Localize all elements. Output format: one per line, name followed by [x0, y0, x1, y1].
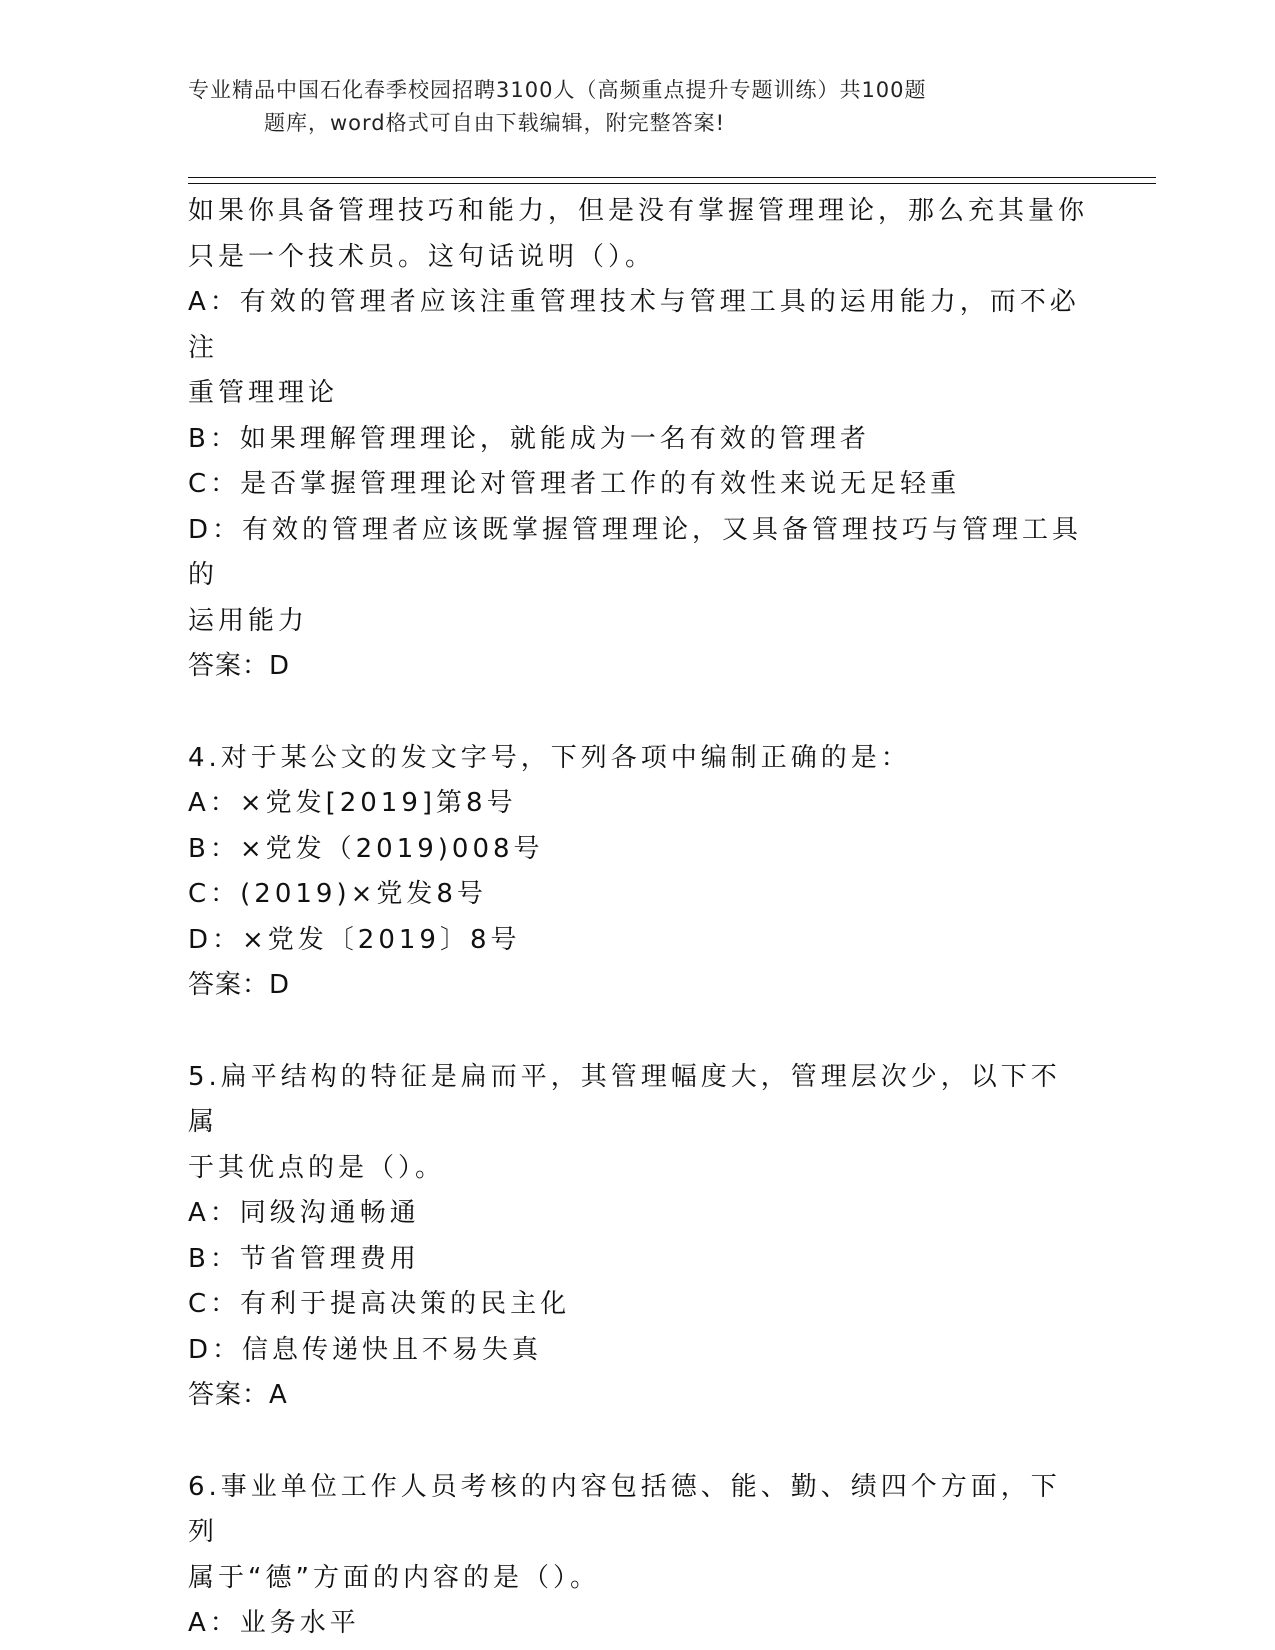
question-list: [188, 189, 1088, 1647]
option-a: 重管理理论: [188, 378, 339, 408]
header-title-line-1: 专业精品中国石化春季校园招聘3100人（高频重点提升专题训练）共100题: [188, 78, 927, 102]
spacer: [188, 690, 1088, 736]
option-b: B：如果理解管理理论，就能成为一名有效的管理者: [188, 423, 870, 454]
spacer: [188, 1009, 1088, 1055]
answer: 答案：D: [188, 651, 291, 681]
question-stem: 4.对于某公文的发文字号，下列各项中编制正确的是：: [188, 742, 911, 773]
option-c: C：(2019)×党发8号: [188, 879, 487, 909]
question-3: [188, 189, 1088, 690]
option-a: A：有效的管理者应该注重管理技术与管理工具的运用能力，而不必注: [188, 287, 1080, 363]
spacer: [188, 1419, 1088, 1465]
option-a: A：同级沟通畅通: [188, 1198, 420, 1228]
document-header: [188, 74, 1088, 140]
option-b: B：节省管理费用: [188, 1243, 420, 1274]
option-d: D：×党发〔2019〕8号: [188, 924, 521, 955]
option-c: C：有利于提高决策的民主化: [188, 1289, 571, 1319]
question-stem: 于其优点的是（）。: [188, 1152, 446, 1183]
option-a: A：×党发[2019]第8号: [188, 788, 517, 818]
option-b: B：×党发（2019)008号: [188, 833, 544, 864]
question-5: [188, 1055, 1088, 1419]
question-stem: 属于“德”方面的内容的是（）。: [188, 1562, 600, 1593]
answer: 答案：D: [188, 970, 291, 1000]
option-c: C：是否掌握管理理论对管理者工作的有效性来说无足轻重: [188, 469, 961, 499]
header-title-line-2: 题库，word格式可自由下载编辑，附完整答案!: [264, 111, 726, 135]
question-stem: 5.扁平结构的特征是扁而平，其管理幅度大，管理层次少，以下不属: [188, 1061, 1061, 1137]
option-d: D：信息传递快且不易失真: [188, 1334, 543, 1365]
question-stem: 只是一个技术员。这句话说明（）。: [188, 241, 656, 272]
question-4: [188, 736, 1088, 1009]
question-stem: 如果你具备管理技巧和能力，但是没有掌握管理理论，那么充其量你: [188, 196, 1089, 226]
header-divider-top: [188, 177, 1156, 178]
answer: 答案：A: [188, 1380, 288, 1410]
option-a: A：业务水平: [188, 1608, 360, 1638]
option-d: 运用能力: [188, 605, 309, 636]
question-stem: 6.事业单位工作人员考核的内容包括德、能、勤、绩四个方面，下列: [188, 1471, 1061, 1547]
header-divider-bottom: [188, 183, 1156, 184]
option-d: D：有效的管理者应该既掌握管理理论，又具备管理技巧与管理工具的: [188, 514, 1083, 590]
question-6: [188, 1465, 1088, 1647]
